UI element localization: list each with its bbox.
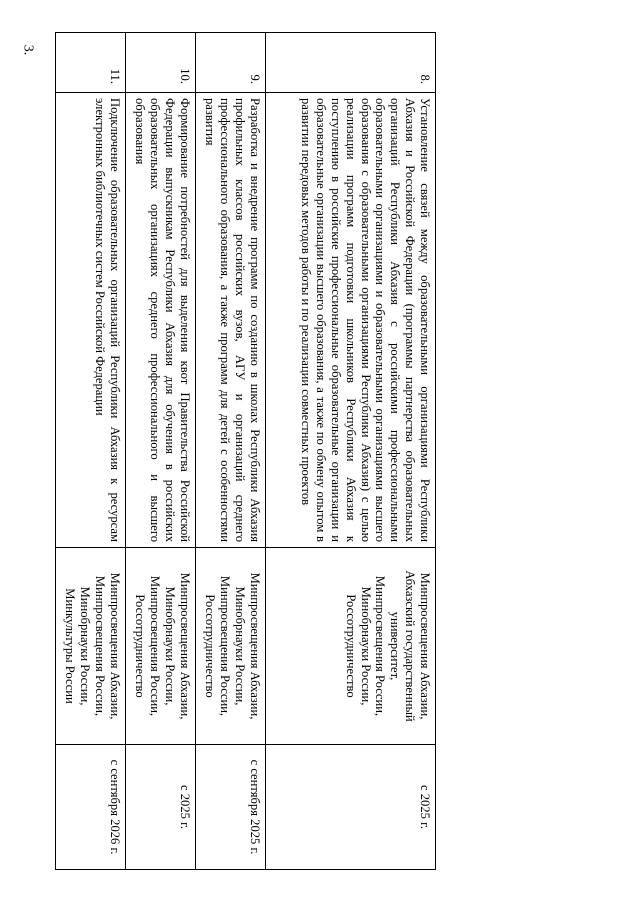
row-executors bbox=[126, 548, 196, 745]
table-row bbox=[56, 33, 126, 870]
row-executors bbox=[196, 548, 266, 745]
executor: Россотрудничество bbox=[203, 594, 218, 698]
row-description: Установление связей между образовательными организациями Республики Абхазия и Российской Федерации (программы партнерства образовательных организаций Республики Абхазия с российскими профессиональными образовательными организациями и образовательными организациями высшего образования с образовательными организациями Республики Абхазия) с целью реализации программ подготовки школьников Республики Абхазия к поступлению в российские профессиональные образовательные организации и образовательные организации высшего образования, а также по обмену опытом в развитии передовых методов работы и по реализации совместных проектов bbox=[266, 93, 436, 548]
row-term: с 2025 г. bbox=[126, 745, 196, 870]
row-number: 9. bbox=[196, 33, 266, 93]
executor: Минпросвещения России, bbox=[148, 575, 163, 717]
row-executors bbox=[56, 548, 126, 745]
executor: Минобрнауки России, bbox=[78, 586, 93, 706]
row-number: 11. bbox=[56, 33, 126, 93]
executor: Минпросвещения Абхазии, bbox=[248, 572, 262, 720]
executor: Россотрудничество bbox=[343, 594, 358, 698]
executor: Минобрнауки России, bbox=[163, 586, 178, 706]
measures-table-sheet bbox=[56, 32, 436, 870]
executor: Абхазский государственный bbox=[403, 570, 418, 722]
executor: Россотрудничество bbox=[133, 594, 148, 698]
measures-table-body bbox=[56, 33, 436, 870]
row-description: Формирование потребностей для выделения квот Правительства Российской Федерации выпускникам Республики Абхазия для обучения в российских образовательных организациях среднего профессионального и высшего образования bbox=[126, 93, 196, 548]
page-number: 3. bbox=[20, 44, 36, 56]
executor: Минпросвещения Абхазии, bbox=[108, 572, 122, 720]
executor: Минкультуры России bbox=[63, 588, 78, 704]
row-number: 10. bbox=[126, 33, 196, 93]
row-term: с сентября 2025 г. bbox=[196, 745, 266, 870]
row-term: с сентября 2026 г. bbox=[56, 745, 126, 870]
row-number: 8. bbox=[266, 33, 436, 93]
executor: Минпросвещения России, bbox=[218, 575, 233, 717]
executor: Минпросвещения России, bbox=[93, 575, 108, 717]
table-row bbox=[266, 33, 436, 870]
executor: Минпросвещения Абхазии, bbox=[178, 572, 192, 720]
table-row bbox=[126, 33, 196, 870]
executor: университет, bbox=[388, 611, 403, 681]
row-executors bbox=[266, 548, 436, 745]
table-row bbox=[196, 33, 266, 870]
measures-table bbox=[55, 32, 436, 870]
row-description: Подключение образовательных организаций Республики Абхазия к ресурсам электронных библиотечных систем Российской Федерации bbox=[56, 93, 126, 548]
executor: Минобрнауки России, bbox=[358, 586, 373, 706]
executor: Минпросвещения Абхазии, bbox=[418, 572, 432, 720]
executor: Минобрнауки России, bbox=[233, 586, 248, 706]
row-term: с 2025 г. bbox=[266, 745, 436, 870]
row-description: Разработка и внедрение программ по созданию в школах Республики Абхазия профильных классов российских вузов, АГУ и организаций среднего профессионального образования, а также программ для детей с особенностями развития bbox=[196, 93, 266, 548]
executor: Минпросвещения России, bbox=[373, 575, 388, 717]
